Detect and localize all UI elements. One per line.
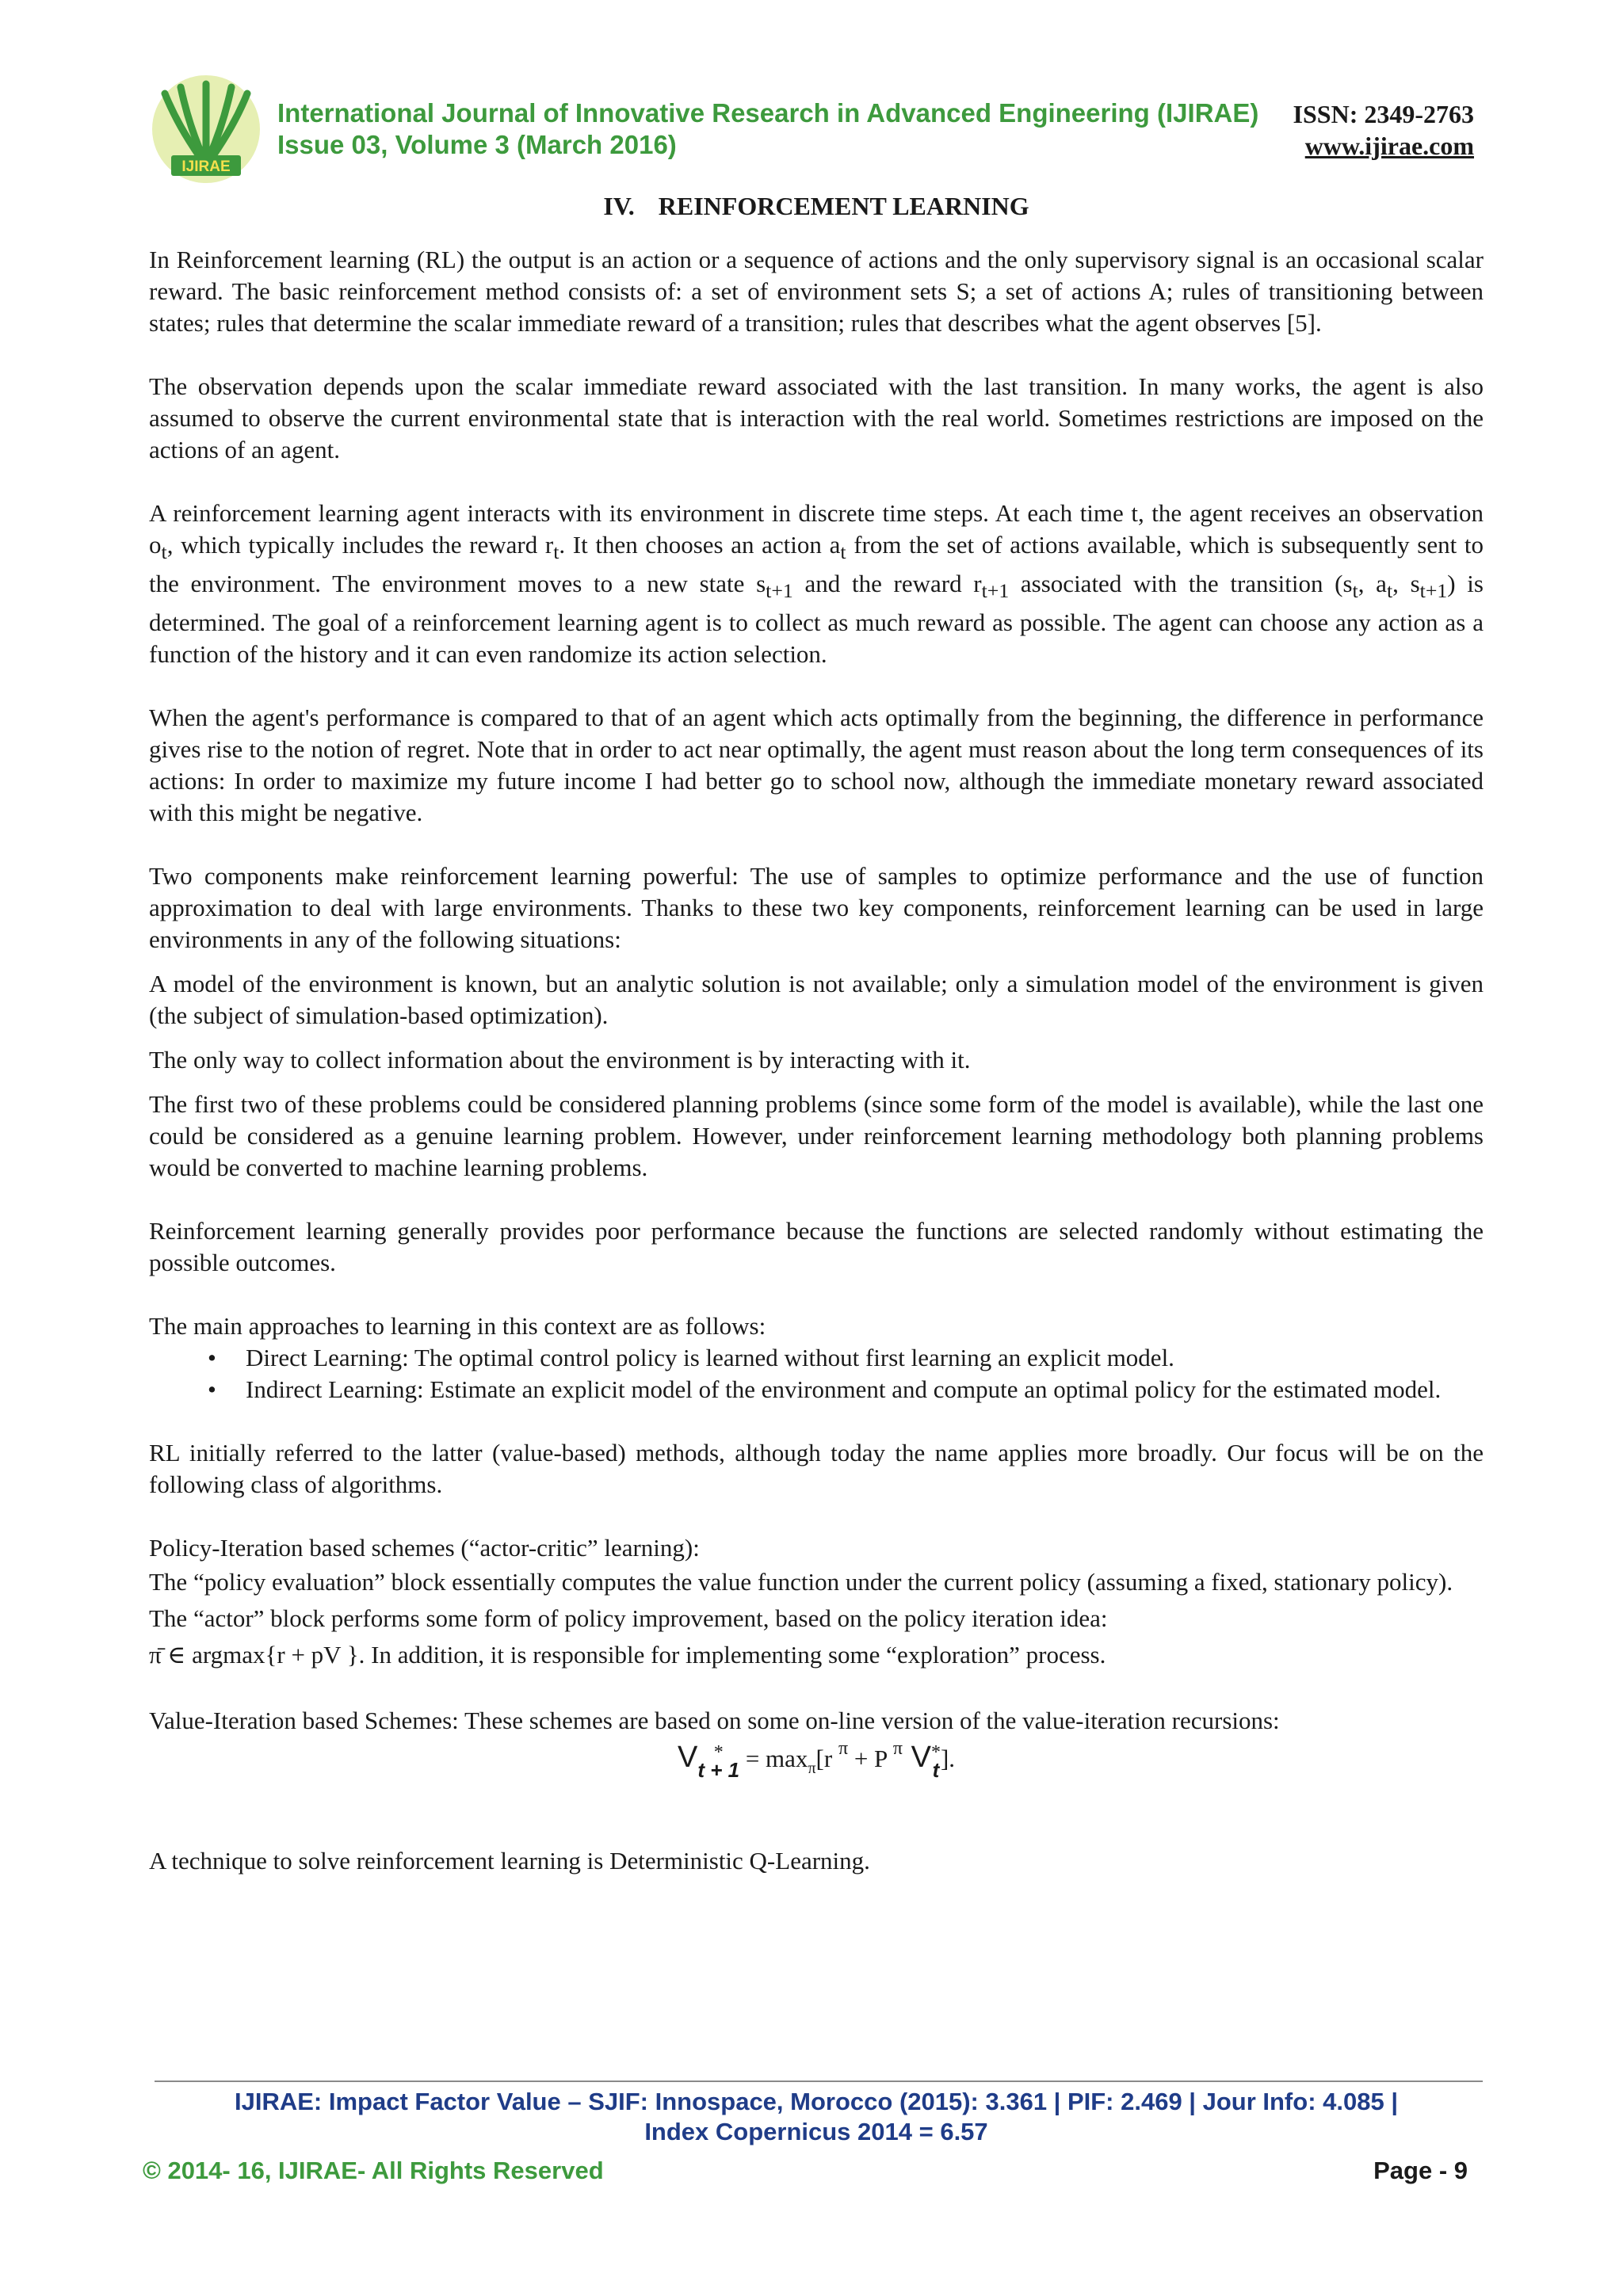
approaches-list [149,1342,1484,1405]
paragraph: Two components make reinforcement learning powerful: The use of samples to optimize performance and the use of function approximation to deal with large environments. Thanks to these two key components, reinforcement learning can be used in large environments in any of the following situations: [149,862,1484,954]
paragraph: The only way to collect information about the environment is by interacting with it. [149,1046,971,1074]
paragraph: In Reinforcement learning (RL) the output is an action or a sequence of actions and the only supervisory signal is an occasional scalar reward. The basic reinforcement method consists of: a set of environment sets S; a set of actions A; rules of transitioning between states; rules that determine the scalar immediate reward of a transition; rules that describes what the agent observes [5]. [149,246,1484,337]
footer-index-line: Index Copernicus 2014 = 6.57 [644,2118,988,2145]
paragraph: The “actor” block performs some form of policy improvement, based on the policy iteration idea: [149,1604,1108,1633]
paragraph: When the agent's performance is compared to that of an agent which acts optimally from the beginning, the difference in performance gives rise to the notion of regret. Note that in order to act near optimally, the agent must reason about the long term consequences of its actions: In order to maximize my future income I had better go to school now, although the immediate monetary reward associated with this might be negative. [149,704,1484,827]
paragraph: The observation depends upon the scalar immediate reward associated with the last transition. In many works, the agent is also assumed to observe the current environmental state that is interaction with the real world. Sometimes restrictions are imposed on the actions of an agent. [149,372,1484,463]
paragraph: Value-Iteration based Schemes: These schemes are based on some on-line version of the value-iteration recursions: [149,1707,1280,1735]
page-footer [143,2087,1490,2184]
paragraph: A model of the environment is known, but an analytic solution is not available; only a simulation model of the environment is given (the subject of simulation-based optimization). [149,970,1484,1030]
ijirae-logo [143,70,269,189]
list-item: • Direct Learning: The optimal control policy is learned without first learning an explicit model. [149,1342,1484,1374]
value-iteration-equation: V * t + 1 = $\max_\pi[r$ $^\pi$ + P $^\pi$ V * t ]. [677,1738,956,1783]
paragraph: A reinforcement learning agent interacts with its environment in discrete time steps. At each time t, the agent receives an observation $o_t$, which typically includes the reward $r_t$. It then chooses an action $a_t$ from the set of actions available, which is subsequently sent to the environment. The environment moves to a new state $s_{t+1}$ and the reward $r_{t+1}$ associated with the transition ($s_t$, $a_t$, $s_{t+1}$) is determined. The goal of a reinforcement learning agent is to collect as much reward as possible. The agent can choose any action as a function of the history and it can even randomize its action selection. [149,499,1484,669]
page-header [143,70,1474,189]
paragraph: RL initially referred to the latter (value-based) methods, although today the name applies more broadly. Our focus will be on the following class of algorithms. [149,1439,1484,1499]
paragraph: Policy-Iteration based schemes (“actor-critic” learning): [149,1534,700,1562]
section-heading [149,190,1484,222]
journal-url-link[interactable]: www.ijirae.com [1304,132,1474,160]
page-number: Page - 9 [1373,2157,1468,2184]
paragraph: π̄ ∈ argmax{r + pV }. In addition, it is responsible for implementing some “exploration” process. [149,1641,1106,1669]
article-body [149,190,1484,1877]
paragraph: The first two of these problems could be considered planning problems (since some form of the model is available), while the last one could be considered as a genuine learning problem. However, under reinforcement learning methodology both planning problems would be converted to machine learning problems. [149,1090,1484,1182]
section-number: IV. [603,192,635,220]
svg-text:IJIRAE: IJIRAE [181,158,231,175]
paragraph: The “policy evaluation” block essentially computes the value function under the current policy (assuming a fixed, stationary policy). [149,1568,1453,1596]
list-item: • Indirect Learning: Estimate an explicit model of the environment and compute an optimal policy for the estimated model. [149,1374,1484,1405]
journal-issue: Issue 03, Volume 3 (March 2016) [277,130,677,159]
footer-impact-line: IJIRAE: Impact Factor Value – SJIF: Innospace, Morocco (2015): 3.361 | PIF: 2.469 | Jour Info: 4.085 | [235,2088,1398,2115]
journal-title: International Journal of Innovative Research in Advanced Engineering (IJIRAE) [277,98,1259,128]
paragraph: A technique to solve reinforcement learning is Deterministic Q-Learning. [149,1847,870,1875]
paragraph: Reinforcement learning generally provides poor performance because the functions are selected randomly without estimating the possible outcomes. [149,1217,1484,1277]
section-title: REINFORCEMENT LEARNING [658,192,1029,220]
paragraph: The main approaches to learning in this context are as follows: [149,1312,766,1341]
copyright-notice: © 2014- 16, IJIRAE- All Rights Reserved [143,2157,604,2184]
footer-divider [155,2081,1483,2082]
issn: ISSN: 2349-2763 [1293,100,1474,128]
